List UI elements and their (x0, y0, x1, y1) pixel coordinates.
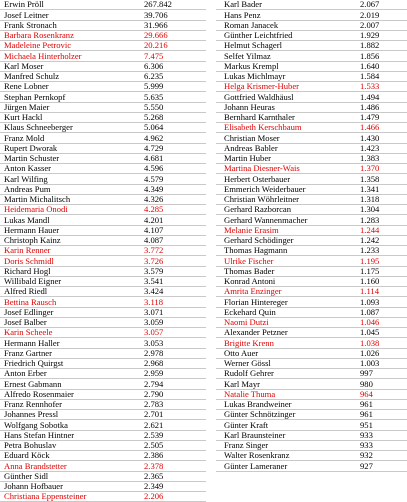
vote-count: 1.370 (360, 163, 380, 174)
vote-count: 1.242 (360, 235, 380, 246)
person-name: Karl Braunsteiner (224, 429, 286, 440)
person-name: Anna Brandstetter (4, 460, 67, 471)
person-name: Lukas Brandweiner (224, 399, 292, 410)
vote-count: 1.383 (360, 153, 380, 164)
person-name: Ernest Gabmann (4, 378, 62, 389)
person-name: Gerhard Razborcan (224, 204, 292, 215)
person-name: Werner Gössl (224, 358, 271, 369)
vote-count: 2.067 (360, 0, 380, 10)
vote-count: 1.038 (360, 337, 380, 348)
vote-count: 2.968 (144, 358, 164, 369)
person-name: Franz Mold (4, 132, 45, 143)
person-name: Andreas Babler (224, 142, 278, 153)
vote-count: 1.494 (360, 91, 380, 102)
person-name: Hermann Hauer (4, 224, 60, 235)
vote-count: 3.059 (144, 317, 164, 328)
person-name: Thomas Hagmann (224, 245, 288, 256)
vote-count: 1.304 (360, 204, 380, 215)
person-name: Roman Janacek (224, 19, 279, 30)
vote-count: 1.640 (360, 60, 380, 71)
vote-count: 2.790 (144, 388, 164, 399)
vote-count: 2.701 (144, 409, 164, 420)
person-name: Gerhard Schödinger (224, 235, 294, 246)
person-name: Hermann Haller (4, 337, 60, 348)
person-name: Franz Singer (224, 440, 269, 451)
person-name: Heidemaria Onodi (4, 204, 68, 215)
column-gap (206, 0, 216, 494)
person-name: Günther Sidl (4, 470, 49, 481)
vote-count: 2.794 (144, 378, 164, 389)
person-name: Gottfried Waldhäusl (224, 91, 294, 102)
vote-count: 1.341 (360, 183, 380, 194)
vote-count: 2.349 (144, 481, 164, 492)
person-name: Petra Bohuslav (4, 440, 57, 451)
person-name: Barbara Rosenkranz (4, 30, 74, 41)
vote-count: 2.007 (360, 19, 380, 30)
person-name: Thomas Bader (224, 265, 275, 276)
person-name: Walter Rosenkranz (224, 450, 290, 461)
person-name: Amrita Enzinger (224, 286, 282, 297)
person-name: Manfred Schulz (4, 71, 60, 82)
vote-count: 951 (360, 419, 373, 430)
vote-count: 1.929 (360, 30, 380, 41)
vote-count: 2.386 (144, 450, 164, 461)
person-name: Franz Rennhofer (4, 399, 62, 410)
vote-count: 1.046 (360, 317, 380, 328)
vote-count: 3.053 (144, 337, 164, 348)
vote-count: 4.681 (144, 153, 164, 164)
person-name: Otto Auer (224, 347, 259, 358)
vote-count: 933 (360, 440, 373, 451)
vote-count: 4.201 (144, 214, 164, 225)
person-name: Kurt Hackl (4, 112, 43, 123)
person-name: Johann Hofbauer (4, 481, 63, 492)
person-name: Josef Leitner (4, 9, 49, 20)
person-name: Eckehard Quin (224, 306, 276, 317)
vote-count: 1.584 (360, 71, 380, 82)
person-name: Richard Hogl (4, 265, 51, 276)
vote-count: 3.726 (144, 255, 164, 266)
person-name: Jürgen Maier (4, 101, 50, 112)
vote-count: 2.959 (144, 368, 164, 379)
person-name: Konrad Antoni (224, 276, 276, 287)
person-name: Stephan Pernkopf (4, 91, 66, 102)
person-name: Günter Lameraner (224, 460, 288, 471)
vote-count: 964 (360, 388, 373, 399)
vote-count: 3.579 (144, 265, 164, 276)
vote-count: 4.729 (144, 142, 164, 153)
person-name: Naomi Dutzi (224, 317, 269, 328)
person-name: Markus Krempl (224, 60, 279, 71)
person-name: Martin Michalitsch (4, 194, 71, 205)
vote-count: 5.635 (144, 91, 164, 102)
right-column (216, 0, 407, 472)
vote-count: 927 (360, 460, 373, 471)
person-name: Martin Schuster (4, 153, 60, 164)
person-name: Alfredo Rosenmaier (4, 388, 74, 399)
vote-count: 1.533 (360, 81, 380, 92)
person-name: Karl Wilfing (4, 173, 48, 184)
person-name: Helga Krismer-Huber (224, 81, 299, 92)
list-item (216, 461, 407, 471)
person-name: Helmut Schagerl (224, 40, 282, 51)
person-name: Josef Edlinger (4, 306, 54, 317)
vote-count: 1.856 (360, 50, 380, 61)
person-name: Friedrich Quirgst (4, 358, 64, 369)
person-name: Erwin Pröll (4, 0, 44, 10)
person-name: Rene Lobner (4, 81, 49, 92)
person-name: Gerhard Wannenmacher (224, 214, 308, 225)
vote-count: 4.087 (144, 235, 164, 246)
person-name: Rupert Dworak (4, 142, 58, 153)
vote-count: 1.195 (360, 255, 380, 266)
vote-count: 1.160 (360, 276, 380, 287)
vote-count: 4.285 (144, 204, 164, 215)
person-name: Herbert Osterbauer (224, 173, 291, 184)
vote-count: 2.206 (144, 491, 164, 502)
vote-count: 39.706 (144, 9, 168, 20)
person-name: Martina Diesner-Wais (224, 163, 300, 174)
person-name: Lukas Mandl (4, 214, 50, 225)
vote-count: 1.430 (360, 132, 380, 143)
person-name: Willibald Eigner (4, 276, 62, 287)
vote-count: 1.479 (360, 112, 380, 123)
vote-count: 933 (360, 429, 373, 440)
vote-count: 4.596 (144, 163, 164, 174)
vote-count: 5.064 (144, 122, 164, 133)
person-name: Ulrike Fischer (224, 255, 274, 266)
person-name: Christiana Eppensteiner (4, 491, 87, 502)
person-name: Günther Leichtfried (224, 30, 293, 41)
person-name: Eduard Köck (4, 450, 50, 461)
person-name: Christian Wöhrleitner (224, 194, 300, 205)
vote-count: 5.550 (144, 101, 164, 112)
person-name: Johann Heuras (224, 101, 275, 112)
vote-count: 3.071 (144, 306, 164, 317)
vote-count: 1.358 (360, 173, 380, 184)
person-name: Christian Moser (224, 132, 280, 143)
vote-count: 20.216 (144, 40, 168, 51)
person-name: Josef Balber (4, 317, 47, 328)
vote-count: 2.539 (144, 429, 164, 440)
person-name: Karl Moser (4, 60, 44, 71)
vote-count: 2.621 (144, 419, 164, 430)
person-name: Anton Kasser (4, 163, 52, 174)
vote-count: 1.486 (360, 101, 380, 112)
vote-count: 267.842 (144, 0, 172, 10)
vote-count: 7.475 (144, 50, 164, 61)
vote-count: 3.772 (144, 245, 164, 256)
vote-count: 2.378 (144, 460, 164, 471)
vote-count: 997 (360, 368, 373, 379)
vote-count: 4.579 (144, 173, 164, 184)
vote-count: 2.783 (144, 399, 164, 410)
vote-count: 29.666 (144, 30, 168, 41)
person-name: Frank Stronach (4, 19, 57, 30)
vote-count: 932 (360, 450, 373, 461)
vote-count: 1.233 (360, 245, 380, 256)
vote-count: 961 (360, 399, 373, 410)
person-name: Lukas Michlmayr (224, 71, 286, 82)
vote-count: 5.268 (144, 112, 164, 123)
vote-count: 1.093 (360, 296, 380, 307)
person-name: Martin Huber (224, 153, 272, 164)
vote-count: 1.114 (360, 286, 380, 297)
person-name: Günter Kraft (224, 419, 269, 430)
vote-count: 1.175 (360, 265, 380, 276)
vote-count: 1.466 (360, 122, 380, 133)
vote-count: 3.424 (144, 286, 164, 297)
vote-count: 4.962 (144, 132, 164, 143)
vote-count: 2.019 (360, 9, 380, 20)
vote-count: 4.349 (144, 183, 164, 194)
person-name: Karl Mayr (224, 378, 261, 389)
person-name: Klaus Schneeberger (4, 122, 73, 133)
vote-count: 1.003 (360, 358, 380, 369)
person-name: Hans Penz (224, 9, 261, 20)
vote-count: 4.326 (144, 194, 164, 205)
vote-count: 4.107 (144, 224, 164, 235)
person-name: Brigitte Krenn (224, 337, 274, 348)
person-name: Johannes Pressl (4, 409, 59, 420)
vote-count: 5.999 (144, 81, 164, 92)
vote-count: 2.365 (144, 470, 164, 481)
person-name: Emmerich Weiderbauer (224, 183, 306, 194)
vote-count: 31.966 (144, 19, 168, 30)
person-name: Bettina Rausch (4, 296, 57, 307)
vote-count: 961 (360, 409, 373, 420)
person-name: Melanie Erasim (224, 224, 279, 235)
person-name: Christoph Kainz (4, 235, 61, 246)
person-name: Madeleine Petrovic (4, 40, 72, 51)
person-name: Michaela Hinterholzer (4, 50, 82, 61)
person-name: Günter Schnötzinger (224, 409, 296, 420)
person-name: Rudolf Gehrer (224, 368, 274, 379)
vote-count: 1.318 (360, 194, 380, 205)
person-name: Selfet Yilmaz (224, 50, 271, 61)
vote-count: 1.026 (360, 347, 380, 358)
person-name: Alexander Petzner (224, 327, 288, 338)
person-name: Florian Hintereger (224, 296, 288, 307)
vote-count: 1.087 (360, 306, 380, 317)
vote-count: 1.283 (360, 214, 380, 225)
person-name: Elisabeth Kerschbaum (224, 122, 302, 133)
vote-count: 3.541 (144, 276, 164, 287)
vote-count: 6.235 (144, 71, 164, 82)
person-name: Anton Erber (4, 368, 47, 379)
vote-count: 3.118 (144, 296, 164, 307)
person-name: Wolfgang Sobotka (4, 419, 68, 430)
vote-count: 2.505 (144, 440, 164, 451)
vote-count: 980 (360, 378, 373, 389)
person-name: Andreas Pum (4, 183, 51, 194)
vote-count: 6.306 (144, 60, 164, 71)
vote-count: 3.057 (144, 327, 164, 338)
person-name: Franz Gartner (4, 347, 52, 358)
person-name: Karl Bader (224, 0, 262, 10)
person-name: Hans Stefan Hintner (4, 429, 75, 440)
vote-count: 1.244 (360, 224, 380, 235)
vote-count: 2.978 (144, 347, 164, 358)
person-name: Natalie Thuma (224, 388, 276, 399)
vote-count: 1.045 (360, 327, 380, 338)
person-name: Alfred Riedl (4, 286, 48, 297)
person-name: Bernhard Karnthaler (224, 112, 295, 123)
person-name: Doris Schmidl (4, 255, 54, 266)
vote-count: 1.882 (360, 40, 380, 51)
vote-count: 1.423 (360, 142, 380, 153)
person-name: Karin Renner (4, 245, 51, 256)
person-name: Karin Scheele (4, 327, 53, 338)
